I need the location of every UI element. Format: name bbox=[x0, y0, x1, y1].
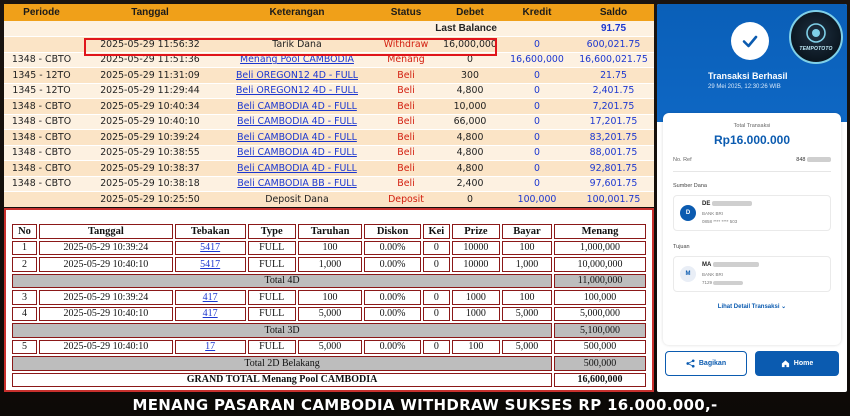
prize-table bbox=[10, 222, 648, 389]
total-label: Total 2D Belakang bbox=[12, 356, 552, 371]
cell-periode: 1348 - CBTO bbox=[4, 130, 79, 146]
cell-periode: 1348 - CBTO bbox=[4, 161, 79, 177]
ref-value: 848 bbox=[796, 157, 831, 163]
ledger-row bbox=[4, 68, 654, 84]
redacted-mask bbox=[807, 157, 831, 162]
ledger-row bbox=[4, 176, 654, 192]
cell-keterangan bbox=[221, 52, 373, 68]
cell-saldo: 92,801.75 bbox=[573, 161, 654, 177]
source-name: DE bbox=[702, 201, 752, 207]
source-avatar: D bbox=[680, 205, 696, 221]
cell-kredit: 0 bbox=[501, 176, 573, 192]
cell-status: Deposit bbox=[373, 192, 439, 208]
guess-number-link[interactable]: 5417 bbox=[200, 242, 221, 254]
last-balance-value: 91.75 bbox=[573, 21, 654, 37]
cell-kredit: 0 bbox=[501, 130, 573, 146]
cell-saldo: 100,001.75 bbox=[573, 192, 654, 208]
last-balance-label: Last Balance bbox=[4, 21, 501, 37]
cell-periode bbox=[4, 37, 79, 53]
prize-row bbox=[12, 340, 646, 355]
destination-bank: BANK BRI bbox=[702, 272, 724, 277]
cell-tanggal: 2025-05-29 11:31:09 bbox=[79, 68, 221, 84]
cell-prize: 10000 bbox=[452, 241, 500, 256]
cell-kredit: 0 bbox=[501, 145, 573, 161]
col-bayar: Bayar bbox=[502, 224, 552, 239]
cell-no: 4 bbox=[12, 307, 37, 322]
cell-status: Beli bbox=[373, 130, 439, 146]
cell-tebakan bbox=[175, 241, 246, 256]
cell-taruhan: 1,000 bbox=[298, 257, 363, 272]
guess-number-link[interactable]: 17 bbox=[205, 341, 216, 353]
cell-saldo: 97,601.75 bbox=[573, 176, 654, 192]
cell-prize: 100 bbox=[452, 340, 500, 355]
ledger-detail-link[interactable]: Beli OREGON12 4D - FULL bbox=[236, 85, 358, 97]
cell-taruhan: 100 bbox=[298, 241, 363, 256]
cell-saldo: 2,401.75 bbox=[573, 83, 654, 99]
cell-debet: 4,800 bbox=[439, 161, 501, 177]
total-label: Total 4D bbox=[12, 274, 552, 289]
cell-prize: 1000 bbox=[452, 307, 500, 322]
ledger-detail-link[interactable]: Beli CAMBODIA 4D - FULL bbox=[237, 147, 357, 159]
cell-kei: 0 bbox=[423, 290, 450, 305]
cell-kei: 0 bbox=[423, 257, 450, 272]
last-balance-row bbox=[4, 21, 654, 37]
destination-name: MA bbox=[702, 262, 759, 268]
ref-label: No. Ref bbox=[673, 157, 692, 163]
ledger-detail-link[interactable]: Beli CAMBODIA 4D - FULL bbox=[237, 100, 357, 112]
ledger-row bbox=[4, 37, 654, 53]
ledger-row bbox=[4, 52, 654, 68]
cell-keterangan bbox=[221, 130, 373, 146]
cell-saldo: 88,001.75 bbox=[573, 145, 654, 161]
col-status: Status bbox=[373, 4, 439, 21]
cell-saldo: 83,201.75 bbox=[573, 130, 654, 146]
destination-label: Tujuan bbox=[673, 244, 690, 250]
total-label: Total Transaksi bbox=[733, 123, 771, 129]
col-type: Type bbox=[248, 224, 296, 239]
ledger-row bbox=[4, 114, 654, 130]
ledger-detail-link[interactable]: Menang Pool CAMBODIA bbox=[240, 54, 354, 66]
chevron-down-icon: ⌄ bbox=[781, 304, 787, 310]
divider bbox=[673, 171, 831, 172]
prize-row bbox=[12, 290, 646, 305]
ledger-row bbox=[4, 130, 654, 146]
cell-tanggal: 2025-05-29 10:39:24 bbox=[79, 130, 221, 146]
cell-keterangan bbox=[221, 99, 373, 115]
cell-tanggal: 2025-05-29 10:40:34 bbox=[79, 99, 221, 115]
cell-taruhan: 5,000 bbox=[298, 307, 363, 322]
cell-tanggal: 2025-05-29 10:38:37 bbox=[79, 161, 221, 177]
cell-tanggal: 2025-05-29 10:38:55 bbox=[79, 145, 221, 161]
ledger-table bbox=[4, 4, 654, 207]
guess-number-link[interactable]: 417 bbox=[202, 291, 218, 303]
detail-link[interactable]: Lihat Detail Transaksi ⌄ bbox=[717, 304, 787, 310]
share-icon bbox=[686, 359, 695, 368]
cell-periode bbox=[4, 192, 79, 208]
share-button[interactable]: Bagikan bbox=[665, 351, 747, 376]
cell-keterangan bbox=[221, 68, 373, 84]
cell-status: Beli bbox=[373, 99, 439, 115]
cell-periode: 1348 - CBTO bbox=[4, 145, 79, 161]
cell-status: Beli bbox=[373, 145, 439, 161]
cell-diskon: 0.00% bbox=[364, 307, 420, 322]
cell-periode: 1348 - CBTO bbox=[4, 176, 79, 192]
cell-menang: 10,000,000 bbox=[554, 257, 646, 272]
cell-kredit: 0 bbox=[501, 99, 573, 115]
cell-tanggal: 2025-05-29 10:39:24 bbox=[39, 241, 173, 256]
col-menang: Menang bbox=[554, 224, 646, 239]
col-tanggal: Tanggal bbox=[39, 224, 173, 239]
cell-status: Beli bbox=[373, 176, 439, 192]
total-amount: Rp16.000.000 bbox=[713, 133, 791, 147]
cell-no: 2 bbox=[12, 257, 37, 272]
cell-type: FULL bbox=[248, 241, 296, 256]
total-value: 16,600,000 bbox=[554, 373, 646, 388]
cell-bayar: 100 bbox=[502, 241, 552, 256]
total-value: 500,000 bbox=[554, 356, 646, 371]
cell-debet: 0 bbox=[439, 192, 501, 208]
source-label: Sumber Dana bbox=[673, 183, 707, 189]
redacted-mask bbox=[713, 281, 743, 285]
cell-bayar: 5,000 bbox=[502, 340, 552, 355]
caption-banner: MENANG PASARAN CAMBODIA WITHDRAW SUKSES RP 16.000.000,- bbox=[132, 395, 718, 414]
cell-status: Menang bbox=[373, 52, 439, 68]
cell-status: Withdraw bbox=[373, 37, 439, 53]
cell-debet: 10,000 bbox=[439, 99, 501, 115]
cell-periode: 1345 - 12TO bbox=[4, 68, 79, 84]
cell-menang: 500,000 bbox=[554, 340, 646, 355]
col-tanggal: Tanggal bbox=[79, 4, 221, 21]
ledger-row bbox=[4, 83, 654, 99]
cell-keterangan bbox=[221, 145, 373, 161]
ledger-detail-link[interactable]: Beli CAMBODIA 4D - FULL bbox=[237, 131, 357, 143]
cell-tanggal: 2025-05-29 10:38:18 bbox=[79, 176, 221, 192]
cell-kredit: 0 bbox=[501, 161, 573, 177]
ledger-row bbox=[4, 192, 654, 208]
cell-kei: 0 bbox=[423, 307, 450, 322]
cell-kei: 0 bbox=[423, 241, 450, 256]
cell-periode: 1348 - CBTO bbox=[4, 99, 79, 115]
transaction-status-title: Transaksi Berhasil bbox=[708, 71, 788, 81]
cell-debet: 16,000,000 bbox=[439, 37, 501, 53]
cell-keterangan: Tarik Dana bbox=[221, 37, 373, 53]
cell-status: Beli bbox=[373, 161, 439, 177]
col-saldo: Saldo bbox=[573, 4, 654, 21]
cell-taruhan: 5,000 bbox=[298, 340, 363, 355]
cell-saldo: 600,021.75 bbox=[573, 37, 654, 53]
cell-saldo: 21.75 bbox=[573, 68, 654, 84]
cell-tanggal: 2025-05-29 11:56:32 bbox=[79, 37, 221, 53]
cell-kredit: 0 bbox=[501, 114, 573, 130]
col-periode: Periode bbox=[4, 4, 79, 21]
bank-receipt-screen bbox=[657, 4, 847, 392]
cell-diskon: 0.00% bbox=[364, 340, 420, 355]
cell-taruhan: 100 bbox=[298, 290, 363, 305]
cell-debet: 4,800 bbox=[439, 145, 501, 161]
total-label: Total 3D bbox=[12, 323, 552, 338]
guess-number-link[interactable]: 5417 bbox=[200, 258, 221, 270]
cell-debet: 300 bbox=[439, 68, 501, 84]
cell-type: FULL bbox=[248, 290, 296, 305]
cell-keterangan bbox=[221, 176, 373, 192]
cell-periode: 1345 - 12TO bbox=[4, 83, 79, 99]
col-diskon: Diskon bbox=[364, 224, 420, 239]
redacted-mask bbox=[712, 201, 752, 206]
cell-tanggal: 2025-05-29 10:40:10 bbox=[39, 340, 173, 355]
cell-kredit: 0 bbox=[501, 37, 573, 53]
cell-saldo: 17,201.75 bbox=[573, 114, 654, 130]
cell-diskon: 0.00% bbox=[364, 241, 420, 256]
destination-account-card bbox=[673, 256, 831, 292]
cell-tanggal: 2025-05-29 10:40:10 bbox=[79, 114, 221, 130]
cell-saldo: 7,201.75 bbox=[573, 99, 654, 115]
destination-number: 7129 bbox=[702, 280, 743, 285]
grand-total-row bbox=[12, 373, 646, 388]
cell-tebakan bbox=[175, 257, 246, 272]
prize-header-row bbox=[12, 224, 646, 239]
cell-keterangan bbox=[221, 83, 373, 99]
cell-saldo: 16,600,021.75 bbox=[573, 52, 654, 68]
cell-keterangan bbox=[221, 114, 373, 130]
cell-tebakan bbox=[175, 307, 246, 322]
cell-tanggal: 2025-05-29 10:40:10 bbox=[39, 307, 173, 322]
redacted-mask bbox=[713, 262, 759, 267]
cell-tebakan bbox=[175, 290, 246, 305]
receipt-header bbox=[657, 4, 847, 122]
receipt-card bbox=[663, 113, 841, 345]
cell-debet: 4,800 bbox=[439, 130, 501, 146]
ledger-detail-link[interactable]: Beli CAMBODIA 4D - FULL bbox=[237, 116, 357, 128]
cell-menang: 5,000,000 bbox=[554, 307, 646, 322]
cell-kredit: 0 bbox=[501, 68, 573, 84]
col-tebakan: Tebakan bbox=[175, 224, 246, 239]
source-bank: BANK BRI bbox=[702, 211, 724, 216]
ledger-row bbox=[4, 99, 654, 115]
ledger-header-row bbox=[4, 4, 654, 21]
cell-tanggal: 2025-05-29 11:51:36 bbox=[79, 52, 221, 68]
col-no: No bbox=[12, 224, 37, 239]
cell-type: FULL bbox=[248, 257, 296, 272]
ledger-row bbox=[4, 145, 654, 161]
subtotal-row bbox=[12, 356, 646, 371]
cell-debet: 2,400 bbox=[439, 176, 501, 192]
guess-number-link[interactable]: 417 bbox=[202, 308, 218, 320]
cell-menang: 1,000,000 bbox=[554, 241, 646, 256]
success-check-icon bbox=[731, 22, 769, 60]
cell-kredit: 100,000 bbox=[501, 192, 573, 208]
ledger-detail-link[interactable]: Beli CAMBODIA 4D - FULL bbox=[237, 162, 357, 174]
cell-tanggal: 2025-05-29 11:29:44 bbox=[79, 83, 221, 99]
tempototo-logo bbox=[789, 10, 843, 64]
col-prize: Prize bbox=[452, 224, 500, 239]
col-kei: Kei bbox=[423, 224, 450, 239]
cell-status: Beli bbox=[373, 83, 439, 99]
cell-tanggal: 2025-05-29 10:39:24 bbox=[39, 290, 173, 305]
home-icon bbox=[781, 359, 790, 368]
cell-tebakan bbox=[175, 340, 246, 355]
cell-bayar: 100 bbox=[502, 290, 552, 305]
cell-type: FULL bbox=[248, 307, 296, 322]
cell-kei: 0 bbox=[423, 340, 450, 355]
cell-prize: 1000 bbox=[452, 290, 500, 305]
cell-diskon: 0.00% bbox=[364, 257, 420, 272]
source-number: 0858 **** **** 503 bbox=[702, 219, 738, 224]
cell-diskon: 0.00% bbox=[364, 290, 420, 305]
cell-debet: 66,000 bbox=[439, 114, 501, 130]
cell-status: Beli bbox=[373, 68, 439, 84]
prize-row bbox=[12, 257, 646, 272]
total-value: 11,000,000 bbox=[554, 274, 646, 289]
total-value: 5,100,000 bbox=[554, 323, 646, 338]
cell-bayar: 5,000 bbox=[502, 307, 552, 322]
cell-keterangan bbox=[221, 161, 373, 177]
cell-periode: 1348 - CBTO bbox=[4, 52, 79, 68]
cell-menang: 100,000 bbox=[554, 290, 646, 305]
prize-row bbox=[12, 241, 646, 256]
source-account-card bbox=[673, 195, 831, 231]
total-label: GRAND TOTAL Menang Pool CAMBODIA bbox=[12, 373, 552, 388]
cell-keterangan: Deposit Dana bbox=[221, 192, 373, 208]
cell-no: 3 bbox=[12, 290, 37, 305]
col-kredit: Kredit bbox=[501, 4, 573, 21]
cell-tanggal: 2025-05-29 10:40:10 bbox=[39, 257, 173, 272]
cell-type: FULL bbox=[248, 340, 296, 355]
destination-avatar: M bbox=[680, 266, 696, 282]
transaction-date: 29 Mei 2025, 12:30:26 WIB bbox=[708, 84, 781, 90]
logo-text: TEMPOTOTO bbox=[799, 46, 833, 52]
cell-kredit: 16,600,000 bbox=[501, 52, 573, 68]
prize-detail-panel bbox=[4, 208, 654, 392]
cell-no: 1 bbox=[12, 241, 37, 256]
cell-prize: 10000 bbox=[452, 257, 500, 272]
subtotal-row bbox=[12, 274, 646, 289]
cell-tanggal: 2025-05-29 10:25:50 bbox=[79, 192, 221, 208]
home-button[interactable]: Home bbox=[755, 351, 839, 376]
subtotal-row bbox=[12, 323, 646, 338]
cell-kredit: 0 bbox=[501, 83, 573, 99]
cell-debet: 4,800 bbox=[439, 83, 501, 99]
col-taruhan: Taruhan bbox=[298, 224, 363, 239]
cell-status: Beli bbox=[373, 114, 439, 130]
col-debet: Debet bbox=[439, 4, 501, 21]
cell-debet: 0 bbox=[439, 52, 501, 68]
cell-periode: 1348 - CBTO bbox=[4, 114, 79, 130]
ledger-row bbox=[4, 161, 654, 177]
col-keterangan: Keterangan bbox=[221, 4, 373, 21]
ledger-detail-link[interactable]: Beli CAMBODIA BB - FULL bbox=[237, 178, 357, 190]
ledger-detail-link[interactable]: Beli OREGON12 4D - FULL bbox=[236, 69, 358, 81]
transaction-ledger bbox=[4, 4, 654, 207]
cell-no: 5 bbox=[12, 340, 37, 355]
prize-row bbox=[12, 307, 646, 322]
cell-bayar: 1,000 bbox=[502, 257, 552, 272]
